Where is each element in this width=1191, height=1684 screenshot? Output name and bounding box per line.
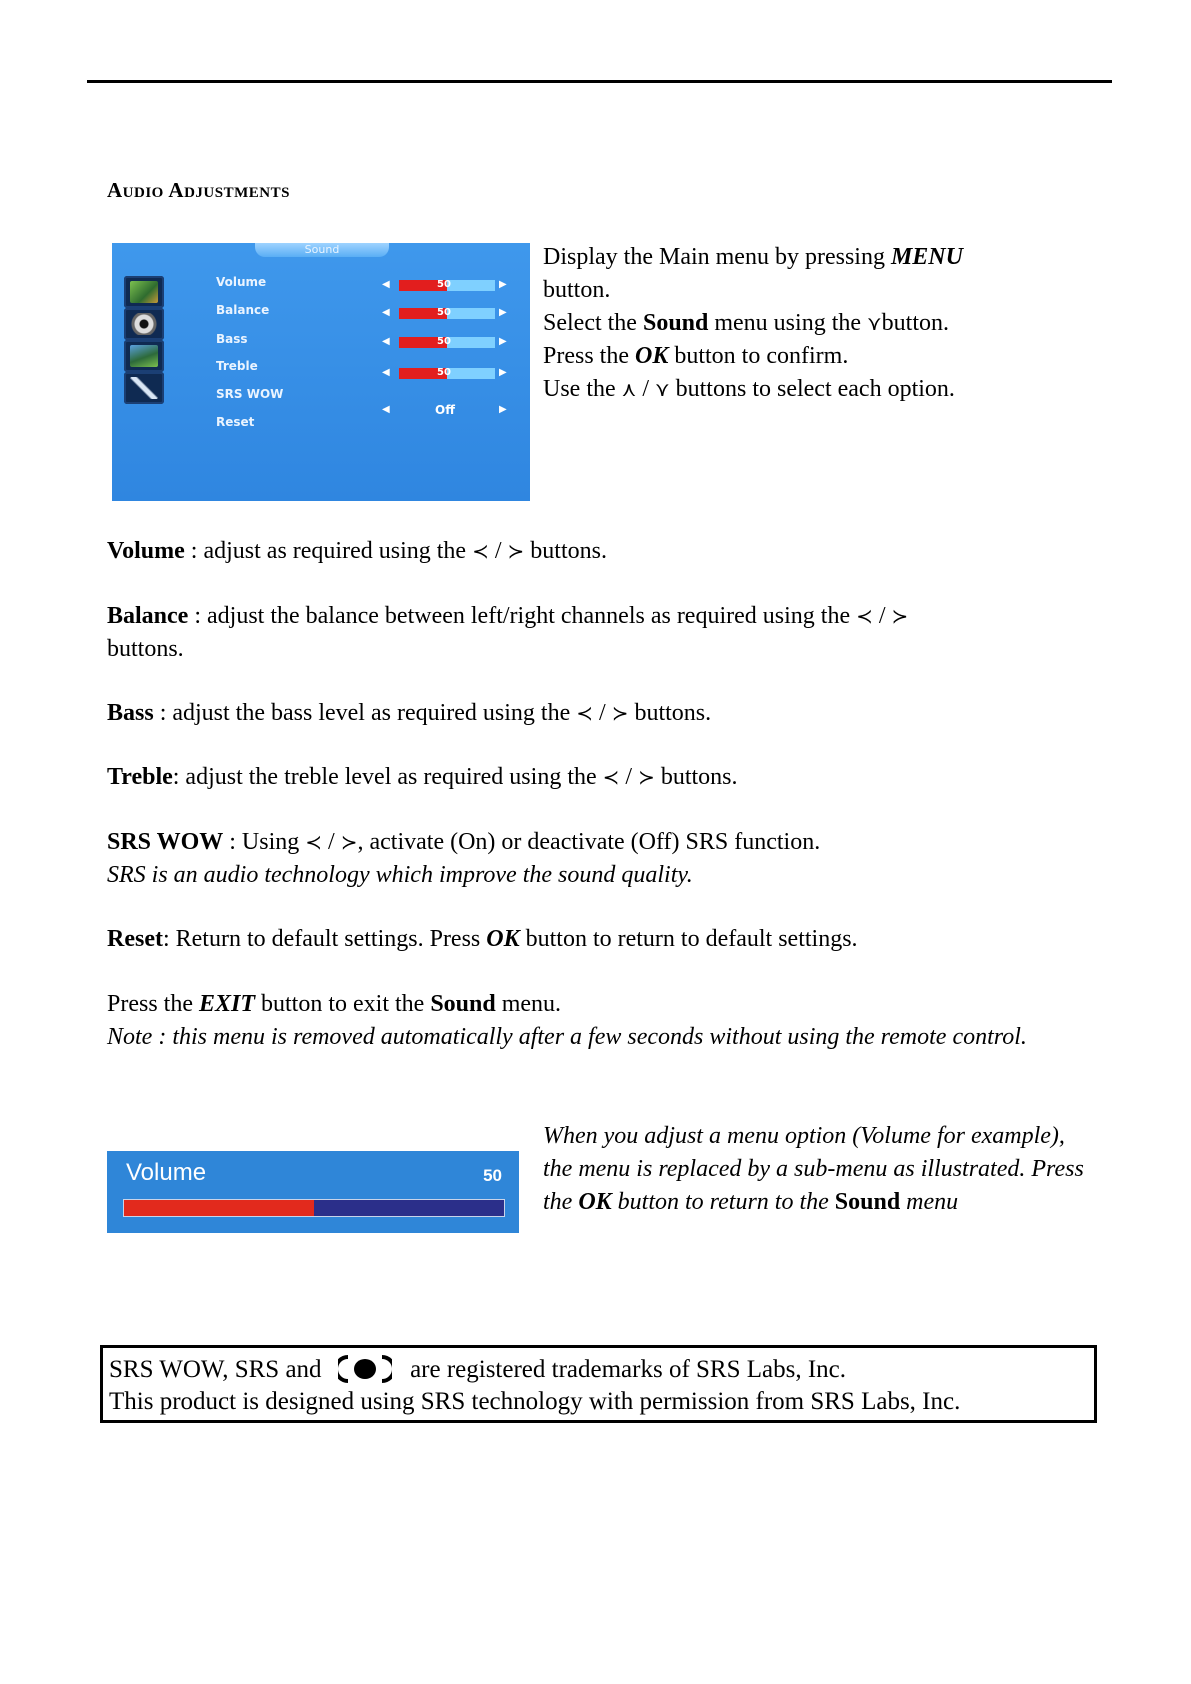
volume-submenu-label: Volume: [126, 1159, 207, 1186]
left-arrow-icon[interactable]: ◀: [382, 367, 390, 378]
left-arrow-icon[interactable]: ◀: [382, 404, 390, 415]
left-arrow-icon: ≺: [305, 830, 323, 854]
down-arrow-icon: ⋎: [867, 311, 882, 335]
exit-description: Press the EXIT button to exit the Sound menu. Note : this menu is removed automatically after a few seconds without using the remote control.: [107, 991, 1027, 1050]
up-arrow-icon: ⋏: [621, 377, 637, 401]
screen-icon: [124, 340, 164, 372]
settings-icon: [124, 372, 164, 404]
volume-value: 50: [437, 279, 451, 290]
top-rule: [87, 80, 1112, 83]
intro-instructions: Display the Main menu by pressing MENU button. Select the Sound menu using the ⋎button. Press the OK button to confirm. Use the ⋏ / ⋎ buttons to select each option.: [543, 241, 1103, 406]
menu-item-bass[interactable]: Bass: [216, 332, 248, 346]
menu-item-balance[interactable]: Balance: [216, 303, 270, 317]
menu-item-volume[interactable]: Volume: [216, 275, 267, 289]
volume-description: Volume : adjust as required using the ≺ / ≻ buttons.: [107, 535, 1107, 568]
volume-submenu-value: 50: [483, 1166, 502, 1185]
reset-description: Reset: Return to default settings. Press OK button to return to default settings.: [107, 926, 858, 952]
srs-logo-icon: [338, 1355, 392, 1383]
trademark-notice: SRS WOW, SRS and are registered trademarks of SRS Labs, Inc. This product is designed using SRS technology with permission from SRS Labs, Inc.: [100, 1345, 1097, 1423]
sound-menu-screenshot: [112, 243, 530, 501]
right-arrow-icon[interactable]: ▶: [499, 404, 507, 415]
right-arrow-icon: ≻: [638, 765, 655, 789]
bass-bar[interactable]: [399, 337, 495, 348]
bass-description: Bass : adjust the bass level as required using the ≺ / ≻ buttons.: [107, 697, 1107, 730]
srs-wow-value: Off: [435, 403, 455, 417]
volume-slider[interactable]: [123, 1199, 505, 1217]
right-arrow-icon: ≻: [507, 539, 525, 563]
left-arrow-icon: ≺: [602, 765, 620, 789]
right-arrow-icon[interactable]: ▶: [499, 367, 507, 378]
left-arrow-icon: ≺: [576, 701, 594, 725]
right-arrow-icon[interactable]: ▶: [499, 279, 507, 290]
volume-submenu: [107, 1151, 519, 1233]
left-arrow-icon[interactable]: ◀: [382, 279, 390, 290]
section-heading: Audio Adjustments: [107, 178, 290, 202]
sound-menu-title: Sound: [255, 243, 389, 257]
down-arrow-icon: ⋎: [654, 377, 670, 401]
treble-bar[interactable]: [399, 368, 495, 379]
picture-icon: [124, 276, 164, 308]
right-arrow-icon: ≻: [891, 604, 909, 628]
left-arrow-icon: ≺: [856, 604, 873, 628]
bass-value: 50: [437, 336, 451, 347]
volume-submenu-note: When you adjust a menu option (Volume for example), the menu is replaced by a sub-menu as illustrated. Press the OK button to return to the Sound menu: [543, 1123, 1084, 1215]
menu-item-reset[interactable]: Reset: [216, 415, 255, 429]
exit-note: Note : this menu is removed automatically after a few seconds without using the remote control.: [107, 1024, 1027, 1050]
speaker-icon: [124, 308, 164, 340]
treble-value: 50: [437, 367, 451, 378]
right-arrow-icon: ≻: [340, 830, 358, 854]
volume-slider-fill: [124, 1200, 314, 1216]
right-arrow-icon[interactable]: ▶: [499, 307, 507, 318]
left-arrow-icon[interactable]: ◀: [382, 307, 390, 318]
right-arrow-icon[interactable]: ▶: [499, 336, 507, 347]
menu-item-srs-wow[interactable]: SRS WOW: [216, 387, 284, 401]
balance-bar[interactable]: [399, 308, 495, 319]
srs-wow-description: SRS WOW : Using ≺ / ≻, activate (On) or deactivate (Off) SRS function. SRS is an audio technology which improve the sound quality.: [107, 826, 1107, 892]
right-arrow-icon: ≻: [611, 701, 629, 725]
srs-note: SRS is an audio technology which improve the sound quality.: [107, 862, 693, 888]
menu-item-treble[interactable]: Treble: [216, 359, 258, 373]
left-arrow-icon[interactable]: ◀: [382, 336, 390, 347]
treble-description: Treble: adjust the treble level as required using the ≺ / ≻ buttons.: [107, 761, 1107, 794]
balance-value: 50: [437, 307, 451, 318]
volume-bar[interactable]: [399, 280, 495, 291]
left-arrow-icon: ≺: [472, 539, 489, 563]
balance-description: Balance : adjust the balance between left/right channels as required using the ≺ / ≻ buttons.: [107, 600, 1107, 666]
